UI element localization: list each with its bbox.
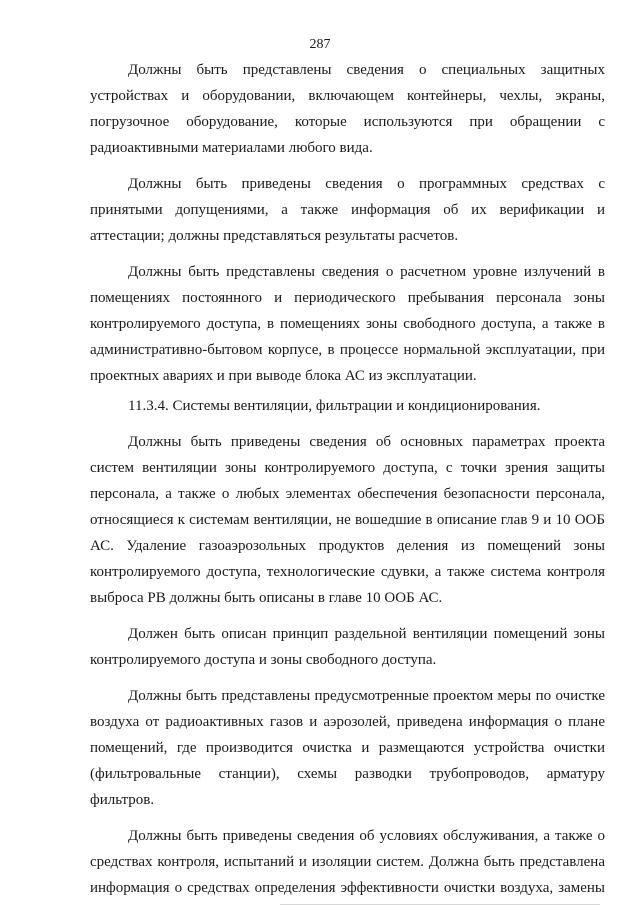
text-line: Должны быть приведены сведения об условиях обслуживания, а также о	[128, 828, 605, 844]
text-line: помещений, где производится очистка и размещаются устройства очистки	[90, 740, 605, 756]
text-line: Должны быть приведены сведения о программных средствах с	[128, 176, 605, 192]
text-line: контролируемого доступа, технологические сдувки, а также система контроля	[90, 564, 605, 580]
text-line: фильтров.	[90, 792, 155, 808]
text-line: Должны быть представлены сведения о специальных защитных	[128, 62, 605, 78]
text-line: контролируемого доступа и зоны свободного доступа.	[90, 652, 437, 668]
paragraph-protective-devices	[90, 57, 605, 161]
text-line: аттестации; должны представляться результаты расчетов.	[90, 228, 459, 244]
text-line: Должны быть приведены сведения об основных параметрах проекта	[128, 434, 605, 450]
page-body	[90, 57, 605, 901]
text-line: (фильтровальные станции), схемы разводки трубопроводов, арматуру	[90, 766, 605, 782]
section-heading-ventilation	[90, 393, 605, 419]
page-number: 287	[309, 37, 331, 52]
paragraph-separate-ventilation	[90, 621, 605, 673]
text-line: административно-бытовом корпусе, в процессе нормальной эксплуатации, при	[90, 342, 605, 358]
section-heading: 11.3.4. Системы вентиляции, фильтрации и кондиционирования.	[128, 398, 541, 414]
text-line: информация о средствах определения эффективности очистки воздуха, замены	[90, 880, 605, 896]
text-line: выброса РВ должны быть описаны в главе 10 ООБ АС.	[90, 590, 443, 606]
text-line: относящиеся к системам вентиляции, не вошедшие в описание глав 9 и 10 ООБ	[90, 512, 605, 528]
paragraph-ventilation-parameters	[90, 429, 605, 611]
text-line: Должны быть представлены сведения о расчетном уровне излучений в	[128, 264, 605, 280]
paragraph-air-cleaning	[90, 683, 605, 813]
text-line: Должен быть описан принцип раздельной вентиляции помещений зоны	[128, 626, 605, 642]
text-line: воздуха от радиоактивных газов и аэрозолей, приведена информация о плане	[90, 714, 605, 730]
text-line: проектных авариях и при выводе блока АС из эксплуатации.	[90, 368, 477, 384]
text-line: контролируемого доступа, в помещениях зоны свободного доступа, а также в	[90, 316, 605, 332]
text-line: Должны быть представлены предусмотренные проектом меры по очистке	[128, 688, 605, 704]
text-line: помещениях постоянного и периодического пребывания персонала зоны	[90, 290, 605, 306]
text-line: средствах контроля, испытаний и изоляции систем. Должна быть представлена	[90, 854, 605, 870]
paragraph-maintenance	[90, 823, 605, 901]
text-line: радиоактивными материалами любого вида.	[90, 140, 373, 156]
paragraph-software	[90, 171, 605, 249]
text-line: систем вентиляции зоны контролируемого доступа, с точки зрения защиты	[90, 460, 605, 476]
text-line: персонала, а также о любых элементах обеспечения безопасности персонала,	[90, 486, 605, 502]
paragraph-radiation-levels	[90, 259, 605, 389]
text-line: АС. Удаление газоаэрозольных продуктов деления из помещений зоны	[90, 538, 605, 554]
text-line: принятыми допущениями, а также информация об их верификации и	[90, 202, 605, 218]
text-line: устройствах и оборудовании, включающем контейнеры, чехлы, экраны,	[90, 88, 605, 104]
text-line: погрузочное оборудование, которые используются при обращении с	[90, 114, 605, 130]
